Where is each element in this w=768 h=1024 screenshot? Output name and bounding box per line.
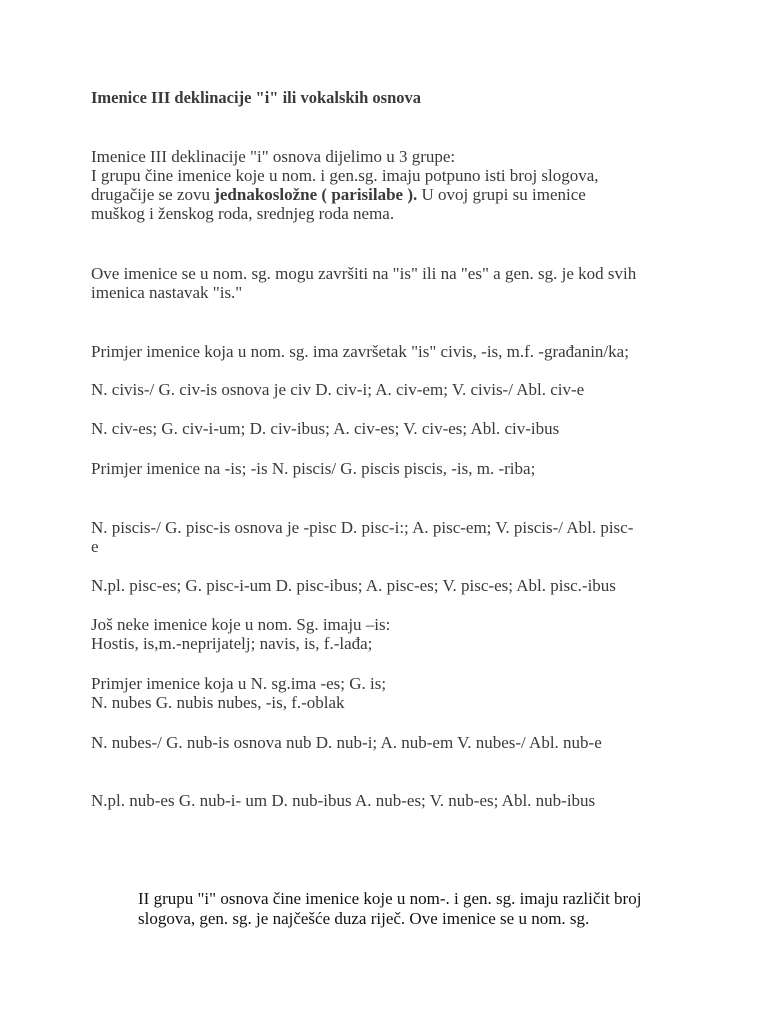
intro-line-3-prefix: drugačije se zovu bbox=[91, 185, 215, 204]
piscis-plural: N.pl. pisc-es; G. pisc-i-um D. pisc-ibus; A. pisc-es; V. pisc-es; Abl. pisc.-ibus bbox=[91, 576, 616, 595]
nubes-singular: N. nubes-/ G. nub-is osnova nub D. nub-i; A. nub-em V. nubes-/ Abl. nub-e bbox=[91, 733, 602, 752]
group2-line-1: II grupu "i" osnova čine imenice koje u nom-. i gen. sg. imaju različit broj bbox=[138, 889, 642, 908]
civis-example: Primjer imenice koja u nom. sg. ima završetak "is" civis, -is, m.f. -građanin/ka; bbox=[91, 342, 629, 361]
civis-singular: N. civis-/ G. civ-is osnova je civ D. civ-i; A. civ-em; V. civis-/ Abl. civ-e bbox=[91, 380, 585, 399]
nubes-example-line-2: N. nubes G. nubis nubes, -is, f.-oblak bbox=[91, 693, 345, 712]
piscis-singular-line-2: e bbox=[91, 537, 99, 556]
parisilabe-term: jednakosložne ( parisilabe ). bbox=[214, 185, 418, 204]
civis-plural: N. civ-es; G. civ-i-um; D. civ-ibus; A. civ-es; V. civ-es; Abl. civ-ibus bbox=[91, 419, 560, 438]
intro-line-3 bbox=[91, 185, 586, 205]
intro-line-1: Imenice III deklinacije "i" osnova dijelimo u 3 grupe: bbox=[91, 147, 456, 166]
page-title: Imenice III deklinacije "i" ili vokalskih osnova bbox=[91, 88, 422, 107]
intro-line-4: muškog i ženskog roda, srednjeg roda nema. bbox=[91, 204, 395, 223]
more-nouns-line-1: Još neke imenice koje u nom. Sg. imaju –is: bbox=[91, 615, 391, 634]
piscis-example: Primjer imenice na -is; -is N. piscis/ G. piscis piscis, -is, m. -riba; bbox=[91, 459, 536, 478]
piscis-singular-line-1: N. piscis-/ G. pisc-is osnova je -pisc D. pisc-i:; A. pisc-em; V. piscis-/ Abl. pisc- bbox=[91, 518, 634, 537]
endings-line-1: Ove imenice se u nom. sg. mogu završiti na "is" ili na "es" a gen. sg. je kod svih bbox=[91, 264, 637, 283]
more-nouns-line-2: Hostis, is,m.-neprijatelj; navis, is, f.-lađa; bbox=[91, 634, 373, 653]
intro-line-2: I grupu čine imenice koje u nom. i gen.sg. imaju potpuno isti broj slogova, bbox=[91, 166, 599, 185]
intro-line-3-suffix: U ovoj grupi su imenice bbox=[417, 185, 586, 204]
group2-line-2: slogova, gen. sg. je najčešće duza riječ. Ove imenice se u nom. sg. bbox=[138, 909, 590, 928]
nubes-example-line-1: Primjer imenice koja u N. sg.ima -es; G. is; bbox=[91, 674, 387, 693]
nubes-plural: N.pl. nub-es G. nub-i- um D. nub-ibus A. nub-es; V. nub-es; Abl. nub-ibus bbox=[91, 791, 596, 810]
endings-line-2: imenica nastavak "is." bbox=[91, 283, 243, 302]
